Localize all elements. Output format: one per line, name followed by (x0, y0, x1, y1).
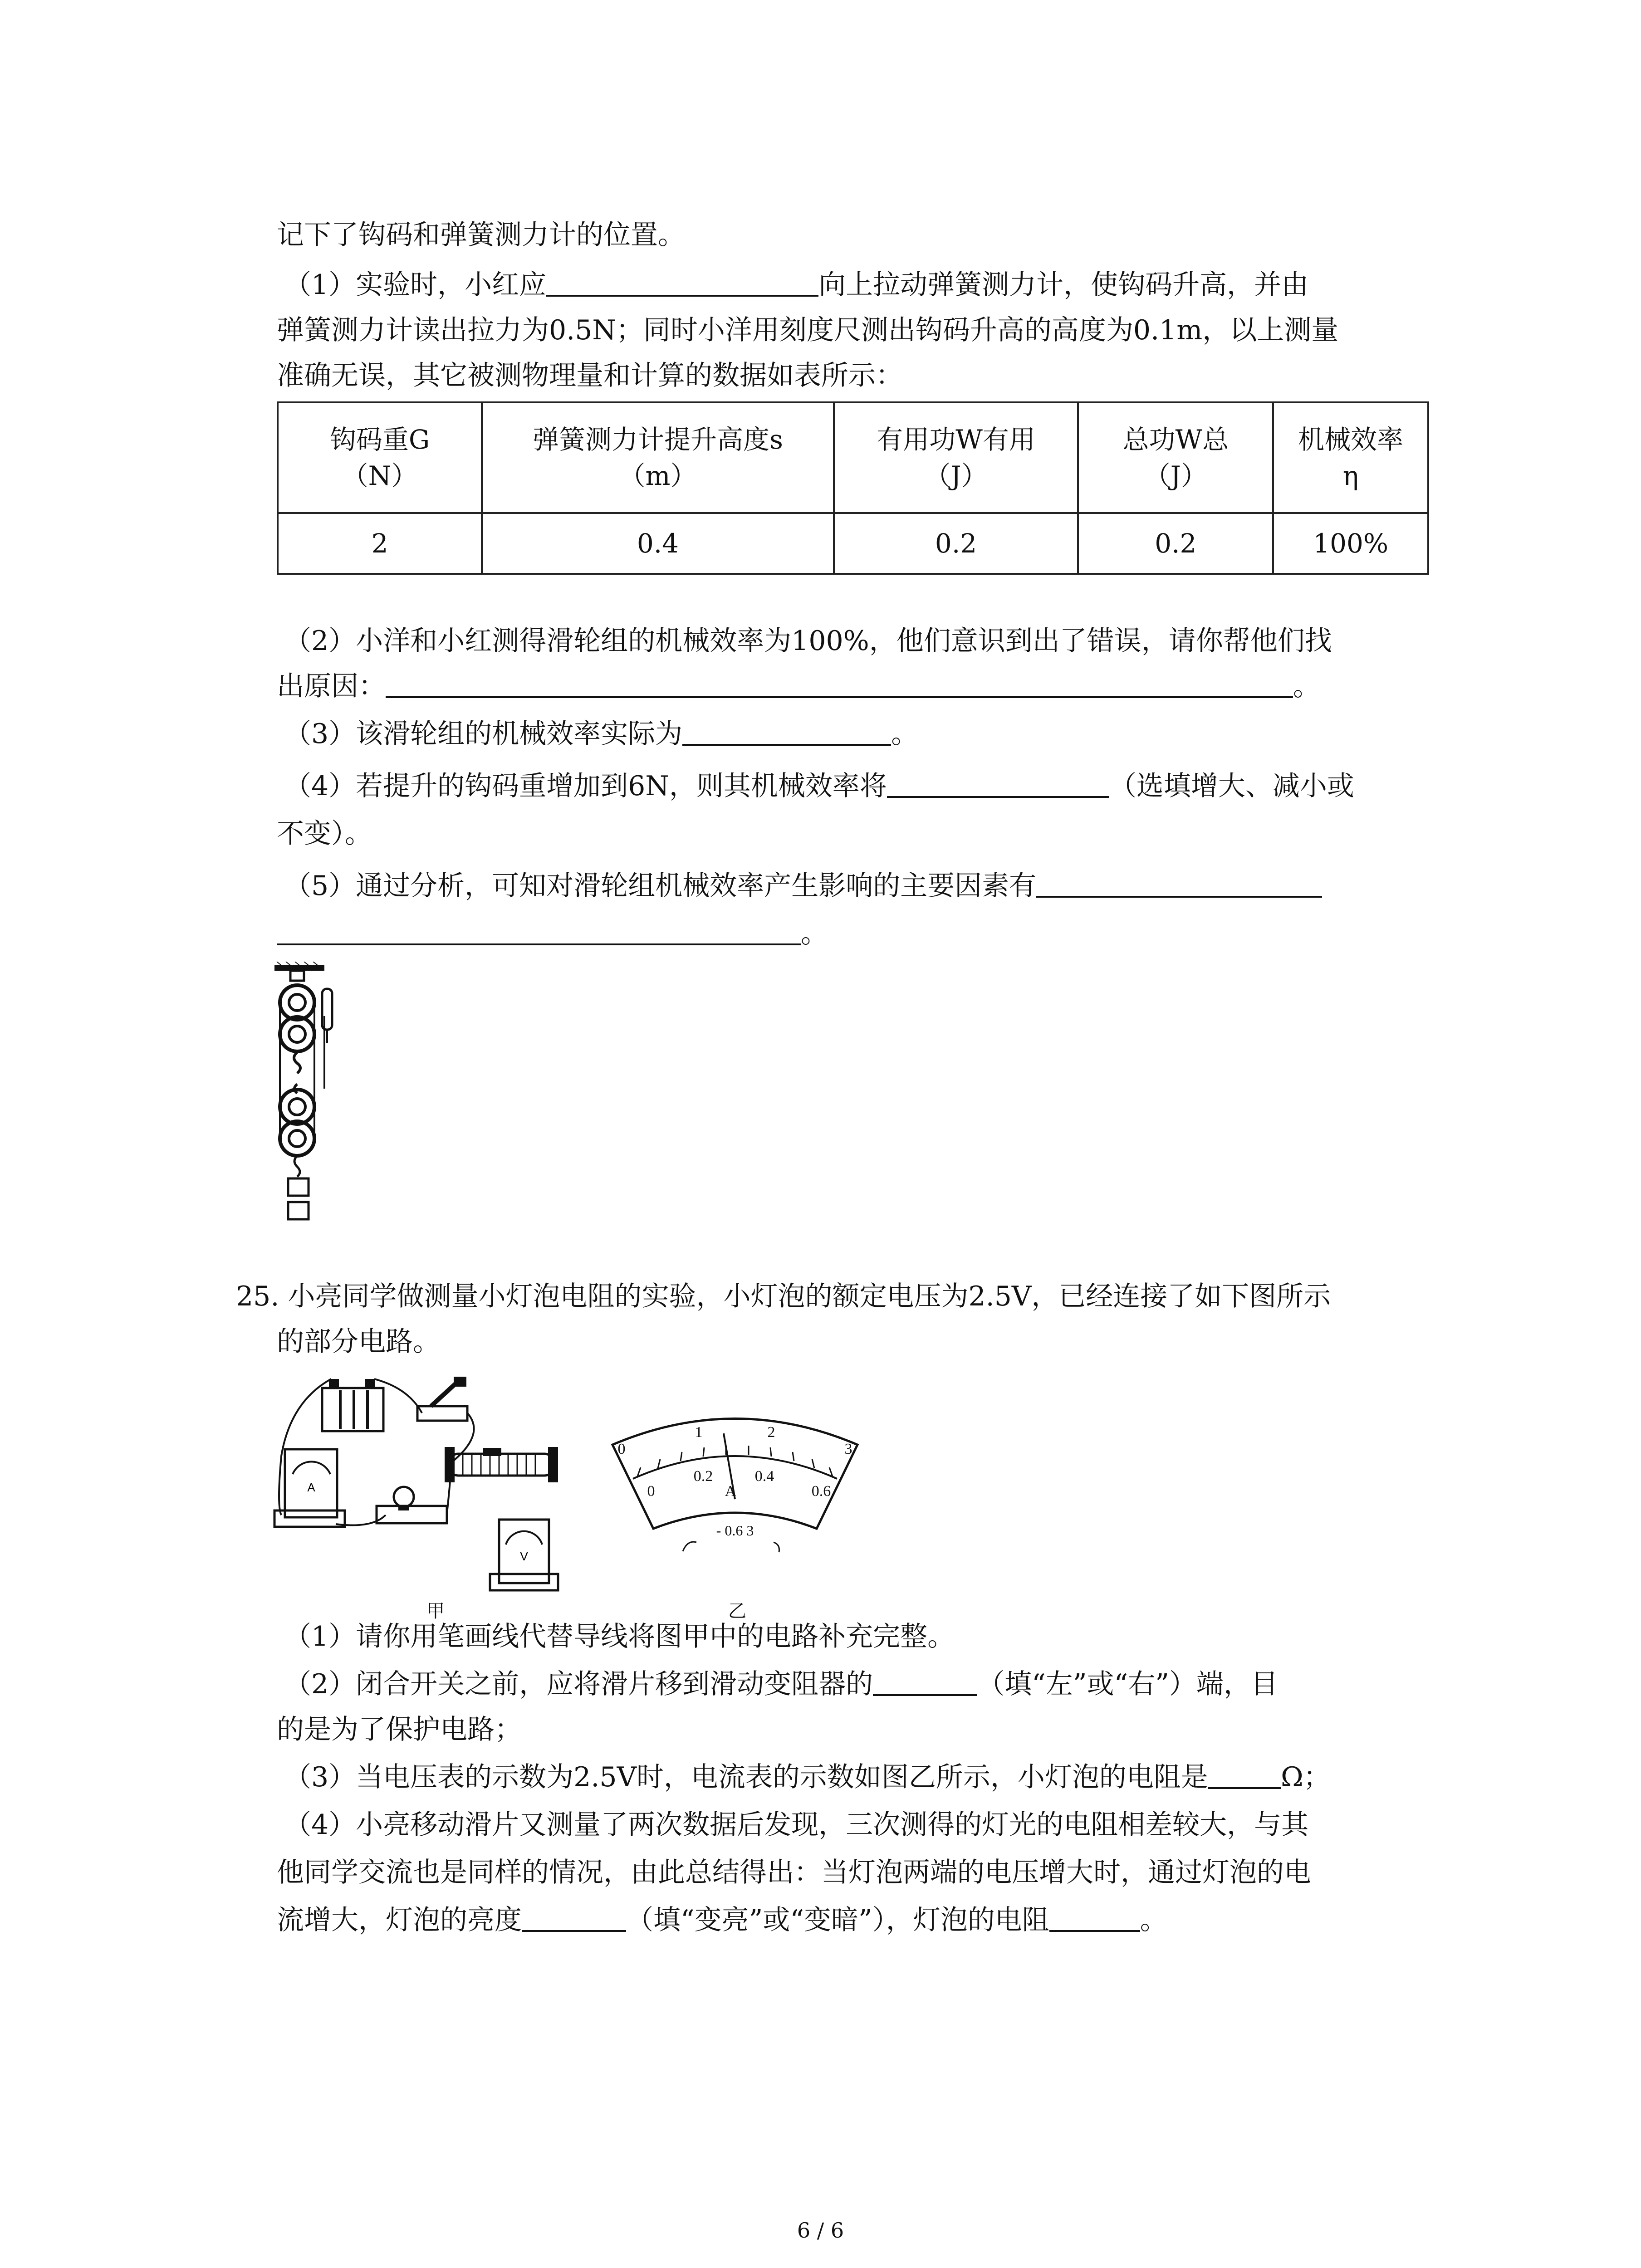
q2-line1: （2）小洋和小红测得滑轮组的机械效率为100%，他们意识到出了错误，请你帮他们找 (284, 625, 1332, 657)
p25-s3-text-a: （3）当电压表的示数为2.5V时，电流表的示数如图乙所示，小灯泡的电阻是 (284, 1761, 1208, 1793)
meter-top-tick: 3 (844, 1441, 852, 1457)
q2-text-b: 。 (1293, 670, 1320, 702)
q4-answer-blank[interactable] (887, 769, 1109, 798)
page-footer: 6 / 6 (797, 2218, 844, 2243)
ammeter-icon (274, 1449, 345, 1527)
p25-s2-text-a: （2）闭合开关之前，应将滑片移到滑动变阻器的 (284, 1668, 873, 1700)
meter-bottom-tick: 0.6 (811, 1483, 831, 1500)
caption-jia: 甲 (426, 1601, 445, 1622)
q1-text-b: 向上拉动弹簧测力计，使钩码升高，并由 (818, 269, 1309, 301)
q2-text-a: 出原因： (277, 670, 386, 702)
q5-text-end: 。 (801, 918, 828, 949)
p25-s4-answer-blank-1[interactable] (522, 1903, 626, 1932)
p25-s4-line2: 他同学交流也是同样的情况，由此总结得出：当灯泡两端的电压增大时，通过灯泡的电 (277, 1857, 1311, 1888)
p25-s4-text-a: 流增大，灯泡的亮度 (277, 1904, 522, 1936)
p25-s3-answer-blank[interactable] (1208, 1760, 1281, 1789)
table-cell: 0.2 (834, 513, 1078, 574)
q5-answer-blank-1[interactable] (1036, 869, 1322, 898)
q4-line2: 不变）。 (277, 818, 372, 850)
p25-s2-text-b: （填“左”或“右”）端，目 (977, 1668, 1278, 1700)
q2-line2 (277, 665, 1320, 708)
table-row (278, 513, 1428, 574)
header-cell: 钩码重G （N） (278, 402, 482, 513)
q1-answer-blank[interactable] (546, 268, 818, 297)
voltmeter-icon (490, 1520, 558, 1590)
table-header-row (278, 402, 1428, 513)
intro-line: 记下了钩码和弹簧测力计的位置。 (277, 219, 685, 251)
table-cell: 0.2 (1078, 513, 1273, 574)
q3-answer-blank[interactable] (682, 717, 891, 746)
meter-terminals: - 0.6 3 (716, 1522, 754, 1539)
q1-line3: 准确无误，其它被测物理量和计算的数据如表所示： (277, 360, 903, 391)
header-cell: 机械效率 η (1273, 402, 1428, 513)
ammeter-label: A (307, 1481, 315, 1494)
meter-unit: A (725, 1483, 736, 1500)
meter-figure-yi (608, 1406, 862, 1583)
table-cell: 2 (278, 513, 482, 574)
voltmeter-label: V (520, 1549, 528, 1563)
p25-s3-text-b: Ω； (1280, 1761, 1331, 1793)
q1-line1 (284, 263, 1308, 307)
lamp-icon (377, 1487, 447, 1523)
pulley-figure (272, 962, 363, 1234)
q4-line1 (284, 764, 1354, 808)
q3-text-b: 。 (891, 718, 919, 750)
header-cell: 弹簧测力计提升高度s （m） (482, 402, 834, 513)
p25-s4-line3 (277, 1898, 1167, 1942)
p25-s3 (284, 1755, 1331, 1799)
q4-text-a: （4）若提升的钩码重增加到6N，则其机械效率将 (284, 770, 887, 802)
meter-top-tick: 1 (695, 1424, 703, 1441)
battery-icon (322, 1379, 383, 1431)
q5-answer-blank-2[interactable] (277, 916, 801, 945)
p25-s2-line1 (284, 1662, 1278, 1706)
q5-text: （5）通过分析，可知对滑轮组机械效率产生影响的主要因素有 (284, 870, 1037, 902)
table-cell: 0.4 (482, 513, 834, 574)
p25-s4-line1: （4）小亮移动滑片又测量了两次数据后发现，三次测得的灯光的电阻相差较大，与其 (284, 1809, 1309, 1841)
p25-s4-text-b: （填“变亮”或“变暗”），灯泡的电阻 (626, 1904, 1049, 1936)
problem25-line2: 的部分电路。 (277, 1326, 440, 1358)
switch-icon (417, 1377, 467, 1421)
p25-s4-text-c: 。 (1140, 1904, 1167, 1936)
meter-top-tick: 0 (617, 1441, 626, 1457)
p25-s2-answer-blank[interactable] (873, 1667, 977, 1696)
q3-text-a: （3）该滑轮组的机械效率实际为 (284, 718, 683, 750)
caption-yi: 乙 (728, 1601, 746, 1622)
q4-text-b: （选填增大、减小或 (1109, 770, 1354, 802)
q1-text-a: （1）实验时，小红应 (284, 269, 547, 301)
p25-s1: （1）请你用笔画线代替导线将图甲中的电路补充完整。 (284, 1621, 955, 1652)
q2-answer-blank[interactable] (386, 669, 1293, 698)
meter-bottom-tick: 0 (647, 1483, 655, 1500)
p25-s4-answer-blank-2[interactable] (1049, 1903, 1140, 1932)
data-table (277, 401, 1429, 575)
q3-line (284, 712, 918, 756)
q5-line1 (284, 864, 1322, 908)
meter-top-tick: 2 (767, 1424, 775, 1441)
p25-s2-line2: 的是为了保护电路； (277, 1714, 522, 1745)
problem25-line1: 25. 小亮同学做测量小灯泡电阻的实验，小灯泡的额定电压为2.5V，已经连接了如下图所示 (236, 1281, 1331, 1312)
circuit-figure-jia (272, 1370, 590, 1597)
table-cell: 100% (1273, 513, 1428, 574)
meter-bottom-tick: 0.4 (754, 1468, 774, 1485)
q5-line2 (277, 912, 828, 955)
q1-line2: 弹簧测力计读出拉力为0.5N；同时小洋用刻度尺测出钩码升高的高度为0.1m，以上测量 (277, 314, 1339, 346)
header-cell: 有用功W有用 （J） (834, 402, 1078, 513)
header-cell: 总功W总 （J） (1078, 402, 1273, 513)
meter-bottom-tick: 0.2 (693, 1468, 713, 1485)
